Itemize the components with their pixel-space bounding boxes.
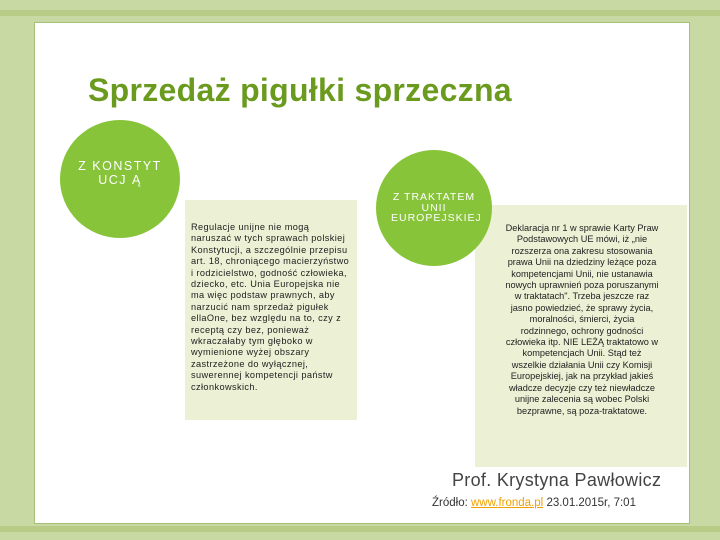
author-name: Prof. Krystyna Pawłowicz — [452, 470, 662, 490]
treaty-circle — [376, 150, 492, 266]
constitution-text: Regulacje unijne nie mogą naruszać w tych sprawach polskiej Konstytucji, a szczególnie przepisu art. 18, chroniącego macierzyństwo i rodzicielstwo, godność człowieka, dziecko, etc. Unia Europejska nie ma więc podstaw prawnych, aby narzucić nam sprzedaż pigułek ellaOne, bez względu na to, czy z receptą czy bez, ponieważ wkraczałaby tym głęboko w wymienione wyżej obszary zastrzeżone do wyłącznej, suwerennej kompetencji państw członkowskich. — [191, 222, 350, 392]
decorative-stripe — [0, 10, 720, 16]
treaty-text: Deklaracja nr 1 w sprawie Karty Praw Podstawowych UE mówi, iż „nie rozszerza ona zakresu stosowania prawa Unii na dziedziny leżące poza kompetencjami Unii, nie ustanawia nowych uprawnień poza poruszanymi w traktatach". Trzeba jeszcze raz jasno powiedzieć, że sprawy życia, moralności, śmierci, życia rodzinnego, ochrony godności człowieka itp. NIE LEŻĄ traktatowo w kompetencjach Unii. Stąd też wszelkie działania Unii czy Komisji Europejskiej, jak na przykład jakieś władcze decyzje czy też niewładcze unijne zalecenia są wobec Polski bezprawne, są poza-traktatowe. — [505, 223, 659, 416]
source-line — [432, 497, 636, 509]
source-label: Źródło: — [432, 497, 468, 509]
source-date: 23.01.2015r, 7:01 — [546, 497, 636, 509]
treaty-text-box — [475, 205, 687, 467]
treaty-circle-label: Z TRAKTATEM UNII EUROPEJSKIEJ — [391, 191, 482, 225]
decorative-stripe — [0, 526, 720, 532]
source-link[interactable]: www.fronda.pl — [471, 497, 544, 509]
constitution-text-box — [185, 200, 357, 420]
constitution-circle — [60, 120, 180, 238]
constitution-circle-label: Z KONSTYTUCJ Ą — [78, 159, 162, 187]
slide-title: Sprzedaż pigułki sprzeczna — [88, 72, 512, 108]
